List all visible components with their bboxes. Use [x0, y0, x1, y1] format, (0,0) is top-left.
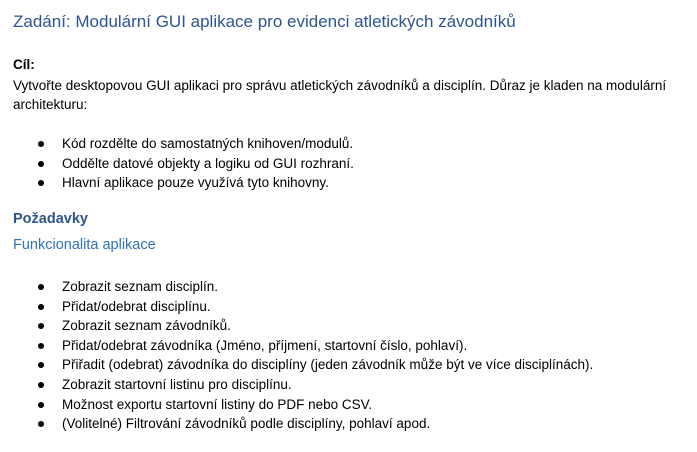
bullet-icon — [38, 343, 44, 349]
list-item — [13, 375, 593, 395]
list-item — [13, 316, 593, 336]
bullet-icon — [38, 421, 44, 427]
bullet-icon — [38, 382, 44, 388]
list-item-text: Oddělte datové objekty a logiku od GUI rozhraní. — [62, 155, 354, 171]
list-item — [13, 297, 593, 317]
list-item-text: Hlavní aplikace pouze využívá tyto knihovny. — [62, 175, 329, 191]
list-item — [13, 154, 354, 174]
list-item — [13, 173, 354, 193]
bullet-icon — [38, 180, 44, 186]
functionality-list — [13, 277, 593, 434]
functionality-heading: Funkcionalita aplikace — [13, 237, 156, 253]
goal-label: Cíl: — [13, 57, 35, 72]
list-item — [13, 414, 593, 434]
list-item-text: Přiřadit (odebrat) závodníka do disciplíny (jeden závodník může být ve více disciplínách). — [62, 357, 594, 373]
goal-list — [13, 134, 354, 193]
bullet-icon — [38, 402, 44, 408]
list-item — [13, 336, 593, 356]
requirements-heading: Požadavky — [13, 211, 88, 227]
list-item-text: Zobrazit startovní listinu pro disciplínu. — [62, 376, 292, 392]
list-item-text: Zobrazit seznam závodníků. — [62, 318, 231, 334]
list-item — [13, 277, 593, 297]
bullet-icon — [38, 362, 44, 368]
bullet-icon — [38, 161, 44, 167]
document-title: Zadání: Modulární GUI aplikace pro evidenci atletických závodníků — [13, 12, 516, 31]
bullet-icon — [38, 141, 44, 147]
list-item — [13, 355, 593, 375]
list-item-text: Přidat/odebrat závodníka (Jméno, příjmení, startovní číslo, pohlaví). — [62, 337, 468, 353]
list-item-text: Kód rozdělte do samostatných knihoven/modulů. — [62, 136, 354, 151]
list-item — [13, 395, 593, 415]
bullet-icon — [38, 304, 44, 310]
bullet-icon — [38, 323, 44, 329]
list-item-text: (Volitelné) Filtrování závodníků podle disciplíny, pohlaví apod. — [62, 416, 431, 432]
bullet-icon — [38, 284, 44, 290]
list-item-text: Přidat/odebrat disciplínu. — [62, 298, 211, 314]
list-item-text: Zobrazit seznam disciplín. — [62, 279, 219, 294]
goal-text: Vytvořte desktopovou GUI aplikaci pro správu atletických závodníků a disciplín. Důraz je kladen na modulární architekturu: — [13, 78, 667, 112]
list-item — [13, 134, 354, 154]
list-item-text: Možnost exportu startovní listiny do PDF nebo CSV. — [62, 396, 373, 412]
